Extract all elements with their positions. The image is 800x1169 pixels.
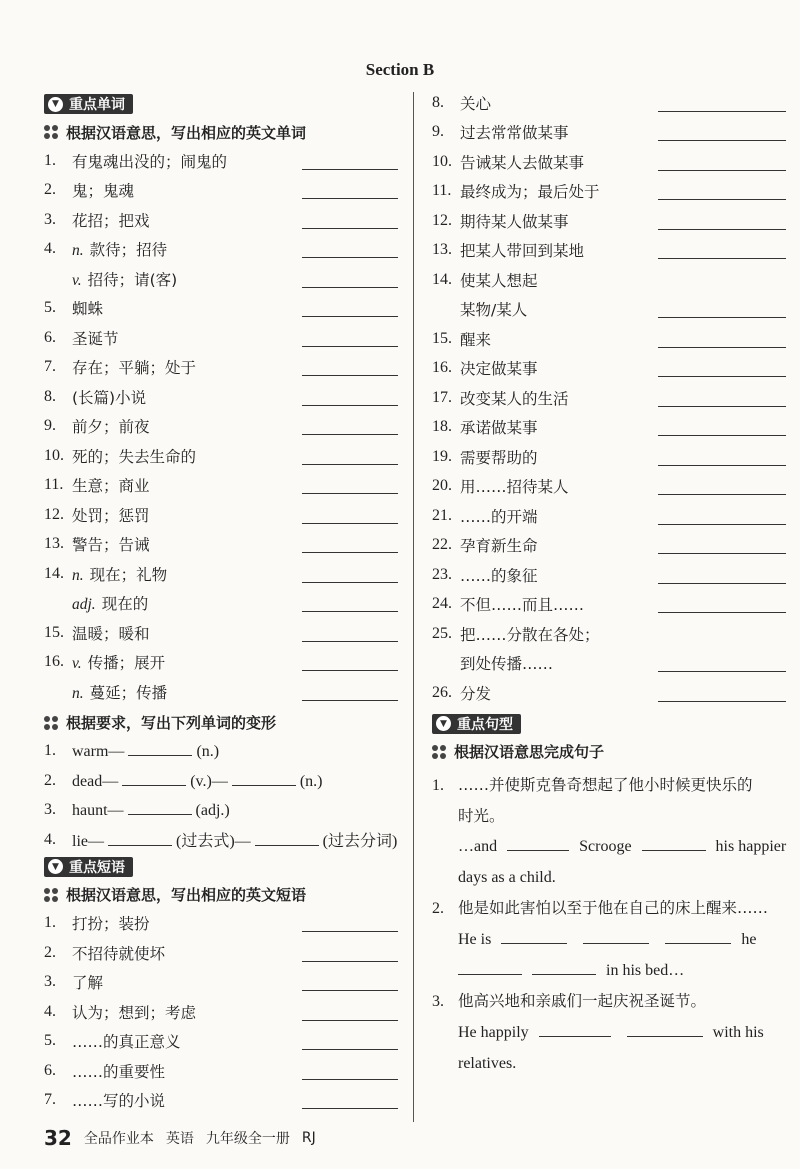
- answer-blank[interactable]: [128, 741, 192, 756]
- answer-blank[interactable]: [658, 612, 786, 613]
- list-item: [40, 500, 400, 530]
- form-requirement: (adj.): [195, 802, 230, 820]
- phrases-list-continued: [428, 88, 788, 708]
- answer-blank[interactable]: [658, 111, 786, 112]
- item-text: 死的；失去生命的: [72, 447, 197, 466]
- item-text: 分发: [460, 684, 492, 703]
- sentence-english-text: days as a child.: [458, 868, 556, 886]
- column-divider: [413, 92, 414, 1122]
- list-item: [40, 264, 400, 294]
- list-item: [428, 265, 788, 295]
- item-number: 26.: [432, 683, 452, 701]
- left-column: [40, 92, 400, 1115]
- answer-blank[interactable]: [302, 641, 398, 642]
- list-item: [40, 382, 400, 412]
- item-text: 过去常常做某事: [460, 124, 569, 143]
- item-text: 存在；平躺；处于: [72, 359, 197, 378]
- answer-blank[interactable]: [302, 931, 398, 932]
- list-item: [428, 206, 788, 236]
- item-text: 蔓延；传播: [89, 683, 168, 702]
- answer-blank[interactable]: [122, 771, 186, 786]
- bullet-dots-icon: [44, 888, 58, 902]
- chevron-down-icon: ▼: [436, 716, 451, 731]
- list-item: [428, 147, 788, 177]
- part-of-speech: n.: [72, 242, 84, 260]
- item-text: 不招待就使坏: [72, 944, 166, 963]
- item-number: 2.: [432, 899, 444, 917]
- form-requirement: (n.): [299, 772, 323, 790]
- answer-blank[interactable]: [583, 929, 649, 944]
- item-text: 圣诞节: [72, 329, 119, 348]
- list-item: [428, 531, 788, 561]
- item-text: ……的真正意义: [72, 1033, 181, 1052]
- answer-blank[interactable]: [302, 1049, 398, 1050]
- item-number: 4.: [44, 240, 56, 258]
- item-text: 招待；请(客): [87, 270, 178, 289]
- list-item: [40, 1056, 400, 1086]
- list-item: [428, 413, 788, 443]
- form-item: [40, 796, 400, 826]
- item-number: 20.: [432, 477, 452, 495]
- item-number: 8.: [432, 93, 444, 111]
- item-number: 1.: [44, 151, 56, 169]
- item-text: 前夕；前夜: [72, 418, 150, 437]
- item-number: 3.: [44, 210, 56, 228]
- answer-blank[interactable]: [302, 198, 398, 199]
- list-item: [40, 412, 400, 442]
- answer-blank[interactable]: [642, 836, 706, 851]
- sentence-english-text: his happier: [715, 837, 787, 855]
- list-item: [40, 559, 400, 589]
- sentence-english-text: he: [741, 930, 757, 948]
- badge-label: 重点短语: [69, 859, 125, 876]
- item-number: 13.: [432, 241, 452, 259]
- answer-blank[interactable]: [302, 287, 398, 288]
- item-number: 15.: [432, 329, 452, 347]
- part-of-speech: v.: [72, 655, 82, 673]
- answer-blank[interactable]: [658, 140, 786, 141]
- item-number: 9.: [44, 417, 56, 435]
- form-text: [72, 828, 400, 851]
- item-text: 使某人想起: [460, 271, 538, 290]
- item-number: 2.: [44, 943, 56, 961]
- form-requirement: (过去式)—: [176, 833, 251, 851]
- list-item: [40, 618, 400, 648]
- answer-blank[interactable]: [658, 317, 786, 318]
- list-item: [40, 968, 400, 998]
- list-item: [428, 590, 788, 620]
- item-number: 7.: [44, 1091, 56, 1109]
- item-text: 警告；告诫: [72, 536, 150, 555]
- list-item: [428, 236, 788, 266]
- item-number: 11.: [432, 182, 452, 200]
- answer-blank[interactable]: [507, 836, 569, 851]
- item-number: 5.: [44, 1032, 56, 1050]
- words-list: [40, 146, 400, 707]
- form-requirement: (v.)—: [190, 772, 228, 790]
- answer-blank[interactable]: [658, 701, 786, 702]
- sentence-english-text: Scrooge: [579, 837, 632, 855]
- instruction-text: 根据汉语意思，写出相应的英文短语: [66, 886, 307, 904]
- item-number: 18.: [432, 418, 452, 436]
- form-requirement: (n.): [196, 743, 220, 761]
- item-number: 24.: [432, 595, 452, 613]
- list-item: [40, 323, 400, 353]
- item-text: 打扮；装扮: [72, 915, 150, 934]
- list-item: [428, 649, 788, 679]
- instruction-text: 根据要求，写出下列单词的变形: [66, 714, 277, 732]
- item-number: 1.: [44, 742, 56, 760]
- answer-blank[interactable]: [302, 434, 398, 435]
- form-text: [72, 741, 400, 761]
- item-number: 15.: [44, 623, 64, 641]
- bullet-dots-icon: [44, 716, 58, 730]
- part-of-speech: v.: [72, 271, 82, 289]
- answer-blank[interactable]: [302, 375, 398, 376]
- answer-blank[interactable]: [532, 960, 596, 975]
- item-text: 不但……而且……: [460, 596, 585, 615]
- sentence-english-text: with his: [712, 1023, 764, 1041]
- item-number: 23.: [432, 565, 452, 583]
- bullet-dots-icon: [432, 745, 446, 759]
- list-item: [40, 1027, 400, 1057]
- item-number: 16.: [432, 359, 452, 377]
- list-item: [428, 619, 788, 649]
- subject: 英语: [165, 1131, 194, 1147]
- item-text: 生意；商业: [72, 477, 150, 496]
- sentence-english-text: in his bed…: [606, 961, 685, 979]
- item-text: ……的象征: [460, 566, 538, 585]
- answer-blank[interactable]: [658, 671, 786, 672]
- list-item: [428, 383, 788, 413]
- list-item: [40, 441, 400, 471]
- answer-blank[interactable]: [302, 405, 398, 406]
- item-number: 1.: [44, 914, 56, 932]
- answer-blank[interactable]: [302, 464, 398, 465]
- instruction-text: 根据汉语意思，写出相应的英文单词: [66, 123, 307, 142]
- answer-blank[interactable]: [302, 700, 398, 701]
- answer-blank[interactable]: [302, 169, 398, 170]
- list-item: [428, 295, 788, 325]
- form-text: [72, 800, 400, 820]
- item-number: 4.: [44, 1002, 56, 1020]
- answer-blank[interactable]: [658, 406, 786, 407]
- instruction-words: [44, 118, 400, 146]
- item-text: 到处传播……: [460, 655, 554, 674]
- book-title: 全品作业本: [83, 1131, 154, 1147]
- item-number: 3.: [44, 973, 56, 991]
- form-item: [40, 737, 400, 767]
- section-badge-words: [44, 94, 133, 114]
- list-item: [40, 353, 400, 383]
- instruction-text: 根据汉语意思完成句子: [454, 743, 605, 761]
- page-footer: [44, 1126, 328, 1150]
- answer-blank[interactable]: [302, 582, 398, 583]
- list-item: [40, 1086, 400, 1116]
- list-item: [40, 938, 400, 968]
- form-item: [40, 825, 400, 855]
- item-number: 7.: [44, 358, 56, 376]
- answer-blank[interactable]: [302, 316, 398, 317]
- item-number: 3.: [432, 992, 444, 1010]
- item-number: 5.: [44, 299, 56, 317]
- edition: RJ: [301, 1130, 316, 1146]
- list-item: [428, 324, 788, 354]
- item-text: 把……分散在各处；: [460, 625, 600, 644]
- item-text: (长篇)小说: [72, 388, 147, 407]
- list-item: [428, 501, 788, 531]
- item-number: 2.: [44, 771, 56, 789]
- list-item: [40, 530, 400, 560]
- answer-blank[interactable]: [302, 523, 398, 524]
- answer-blank[interactable]: [658, 494, 786, 495]
- answer-blank[interactable]: [627, 1022, 703, 1037]
- badge-label: 重点单词: [69, 97, 125, 113]
- answer-blank[interactable]: [658, 524, 786, 525]
- answer-blank[interactable]: [108, 831, 172, 846]
- list-item: [40, 294, 400, 324]
- item-text: ……的开端: [460, 507, 538, 526]
- list-item: [428, 118, 788, 148]
- answer-blank[interactable]: [658, 376, 786, 377]
- instruction-sentences: [432, 738, 788, 766]
- item-text: 最终成为；最后处于: [460, 183, 600, 202]
- item-number: 13.: [44, 535, 64, 553]
- item-text: 现在的: [101, 595, 149, 614]
- item-number: 9.: [432, 123, 444, 141]
- item-number: 10.: [432, 152, 452, 170]
- bullet-dots-icon: [44, 125, 58, 139]
- item-number: 16.: [44, 653, 64, 671]
- item-number: 12.: [432, 211, 452, 229]
- answer-blank[interactable]: [302, 257, 398, 258]
- item-text-wrap: [460, 269, 788, 291]
- item-text: 用……招待某人: [460, 478, 569, 497]
- item-number: 3.: [44, 801, 56, 819]
- answer-blank[interactable]: [302, 1079, 398, 1080]
- item-text: 关心: [460, 94, 492, 113]
- item-text: 花招；把戏: [72, 211, 150, 230]
- list-item: [40, 205, 400, 235]
- answer-blank[interactable]: [658, 583, 786, 584]
- sentence-chinese: ……并使斯克鲁奇想起了他小时候更快乐的: [458, 775, 753, 794]
- list-item: [40, 235, 400, 265]
- answer-blank[interactable]: [302, 961, 398, 962]
- item-text: 承诺做某事: [460, 419, 538, 438]
- list-item: [40, 648, 400, 678]
- item-text: 醒来: [460, 330, 492, 349]
- item-text: 鬼；鬼魂: [72, 182, 135, 201]
- sentence-english-text: He is: [458, 930, 492, 948]
- item-text: 期待某人做某事: [460, 212, 569, 231]
- answer-blank[interactable]: [302, 670, 398, 671]
- item-number: 12.: [44, 505, 64, 523]
- sentence-english-text: relatives.: [458, 1054, 517, 1072]
- answer-blank[interactable]: [255, 831, 319, 846]
- item-text: 某物/某人: [460, 301, 528, 320]
- sentence-item-3: [428, 986, 788, 1079]
- item-number: 2.: [44, 181, 56, 199]
- sentence-item-2: [428, 893, 788, 986]
- item-text: 把某人带回到某地: [460, 242, 585, 261]
- sentence-item-1: [428, 770, 788, 893]
- item-number: 21.: [432, 506, 452, 524]
- list-item: [428, 442, 788, 472]
- item-text: 蜘蛛: [72, 300, 104, 319]
- form-base-word: warm—: [72, 743, 125, 761]
- page-number: 32: [44, 1126, 72, 1150]
- answer-blank[interactable]: [658, 199, 786, 200]
- answer-blank[interactable]: [302, 1108, 398, 1109]
- item-text: 告诫某人去做某事: [460, 153, 585, 172]
- item-number: 14.: [432, 270, 452, 288]
- item-text: 处罚；惩罚: [72, 506, 150, 525]
- form-requirement: (过去分词): [322, 833, 398, 851]
- list-item: [40, 146, 400, 176]
- grade: 九年级全一册: [205, 1131, 290, 1147]
- form-text: [72, 771, 400, 791]
- item-text: 认为；想到；考虑: [72, 1003, 197, 1022]
- answer-blank[interactable]: [539, 1022, 611, 1037]
- answer-blank[interactable]: [232, 771, 296, 786]
- item-number: 10.: [44, 446, 64, 464]
- forms-list: [40, 737, 400, 855]
- list-item: [40, 997, 400, 1027]
- item-number: 4.: [44, 830, 56, 848]
- sentence-chinese-cont: 时光。: [458, 806, 505, 825]
- sentence-chinese: 他是如此害怕以至于他在自己的床上醒来……: [458, 898, 769, 917]
- list-item: [428, 88, 788, 118]
- answer-blank[interactable]: [302, 990, 398, 991]
- part-of-speech: n.: [72, 566, 84, 584]
- sentence-english-text: He happily: [458, 1023, 529, 1041]
- section-badge-sentences: [432, 714, 521, 734]
- item-number: 6.: [44, 328, 56, 346]
- right-column: [428, 88, 788, 1079]
- answer-blank[interactable]: [658, 170, 786, 171]
- answer-blank[interactable]: [501, 929, 567, 944]
- item-number: 14.: [44, 564, 64, 582]
- item-text: 现在；礼物: [89, 565, 168, 584]
- item-number: 1.: [432, 776, 444, 794]
- answer-blank[interactable]: [658, 553, 786, 554]
- answer-blank[interactable]: [658, 347, 786, 348]
- item-number: 11.: [44, 476, 64, 494]
- item-text: 有鬼魂出没的；闹鬼的: [72, 152, 228, 171]
- item-text: 改变某人的生活: [460, 389, 569, 408]
- answer-blank[interactable]: [302, 611, 398, 612]
- list-item: [40, 471, 400, 501]
- item-number: 22.: [432, 536, 452, 554]
- list-item: [40, 589, 400, 619]
- section-badge-phrases: [44, 857, 133, 877]
- sentence-english-text: …and: [458, 837, 498, 855]
- instruction-forms: [44, 709, 400, 737]
- item-number: 8.: [44, 387, 56, 405]
- list-item: [40, 677, 400, 707]
- list-item: [428, 678, 788, 708]
- form-base-word: dead—: [72, 772, 119, 790]
- answer-blank[interactable]: [658, 229, 786, 230]
- sentence-chinese: 他高兴地和亲戚们一起庆祝圣诞节。: [458, 991, 707, 1010]
- answer-blank[interactable]: [658, 435, 786, 436]
- phrases-list: [40, 909, 400, 1116]
- page-title: Section B: [365, 60, 435, 79]
- list-item: [40, 176, 400, 206]
- answer-blank[interactable]: [302, 346, 398, 347]
- answer-blank[interactable]: [458, 960, 522, 975]
- list-item: [428, 472, 788, 502]
- part-of-speech: adj.: [72, 596, 96, 614]
- item-text: 了解: [72, 974, 104, 993]
- badge-label: 重点句型: [457, 716, 513, 733]
- item-text: ……的重要性: [72, 1062, 166, 1081]
- answer-blank[interactable]: [658, 465, 786, 466]
- answer-blank[interactable]: [302, 228, 398, 229]
- answer-blank[interactable]: [658, 258, 786, 259]
- form-base-word: lie—: [72, 833, 104, 851]
- item-text: 需要帮助的: [460, 448, 538, 467]
- answer-blank[interactable]: [665, 929, 731, 944]
- chevron-down-icon: ▼: [48, 97, 63, 112]
- answer-blank[interactable]: [302, 552, 398, 553]
- form-base-word: haunt—: [72, 802, 124, 820]
- answer-blank[interactable]: [302, 1020, 398, 1021]
- form-item: [40, 766, 400, 796]
- part-of-speech: n.: [72, 684, 84, 702]
- chevron-down-icon: ▼: [48, 859, 63, 874]
- item-number: 19.: [432, 447, 452, 465]
- item-text: 孕育新生命: [460, 537, 538, 556]
- list-item: [428, 560, 788, 590]
- list-item: [40, 909, 400, 939]
- item-text: 款待；招待: [89, 241, 168, 260]
- list-item: [428, 354, 788, 384]
- item-text: ……写的小说: [72, 1092, 166, 1111]
- item-number: 6.: [44, 1061, 56, 1079]
- answer-blank[interactable]: [302, 493, 398, 494]
- item-text: 决定做某事: [460, 360, 538, 379]
- item-text: 温暖；暖和: [72, 624, 150, 643]
- item-number: 17.: [432, 388, 452, 406]
- item-number: 25.: [432, 624, 452, 642]
- list-item: [428, 177, 788, 207]
- instruction-phrases: [44, 881, 400, 909]
- answer-blank[interactable]: [128, 800, 192, 815]
- item-text-wrap: [460, 623, 788, 645]
- item-text: 传播；展开: [87, 654, 166, 673]
